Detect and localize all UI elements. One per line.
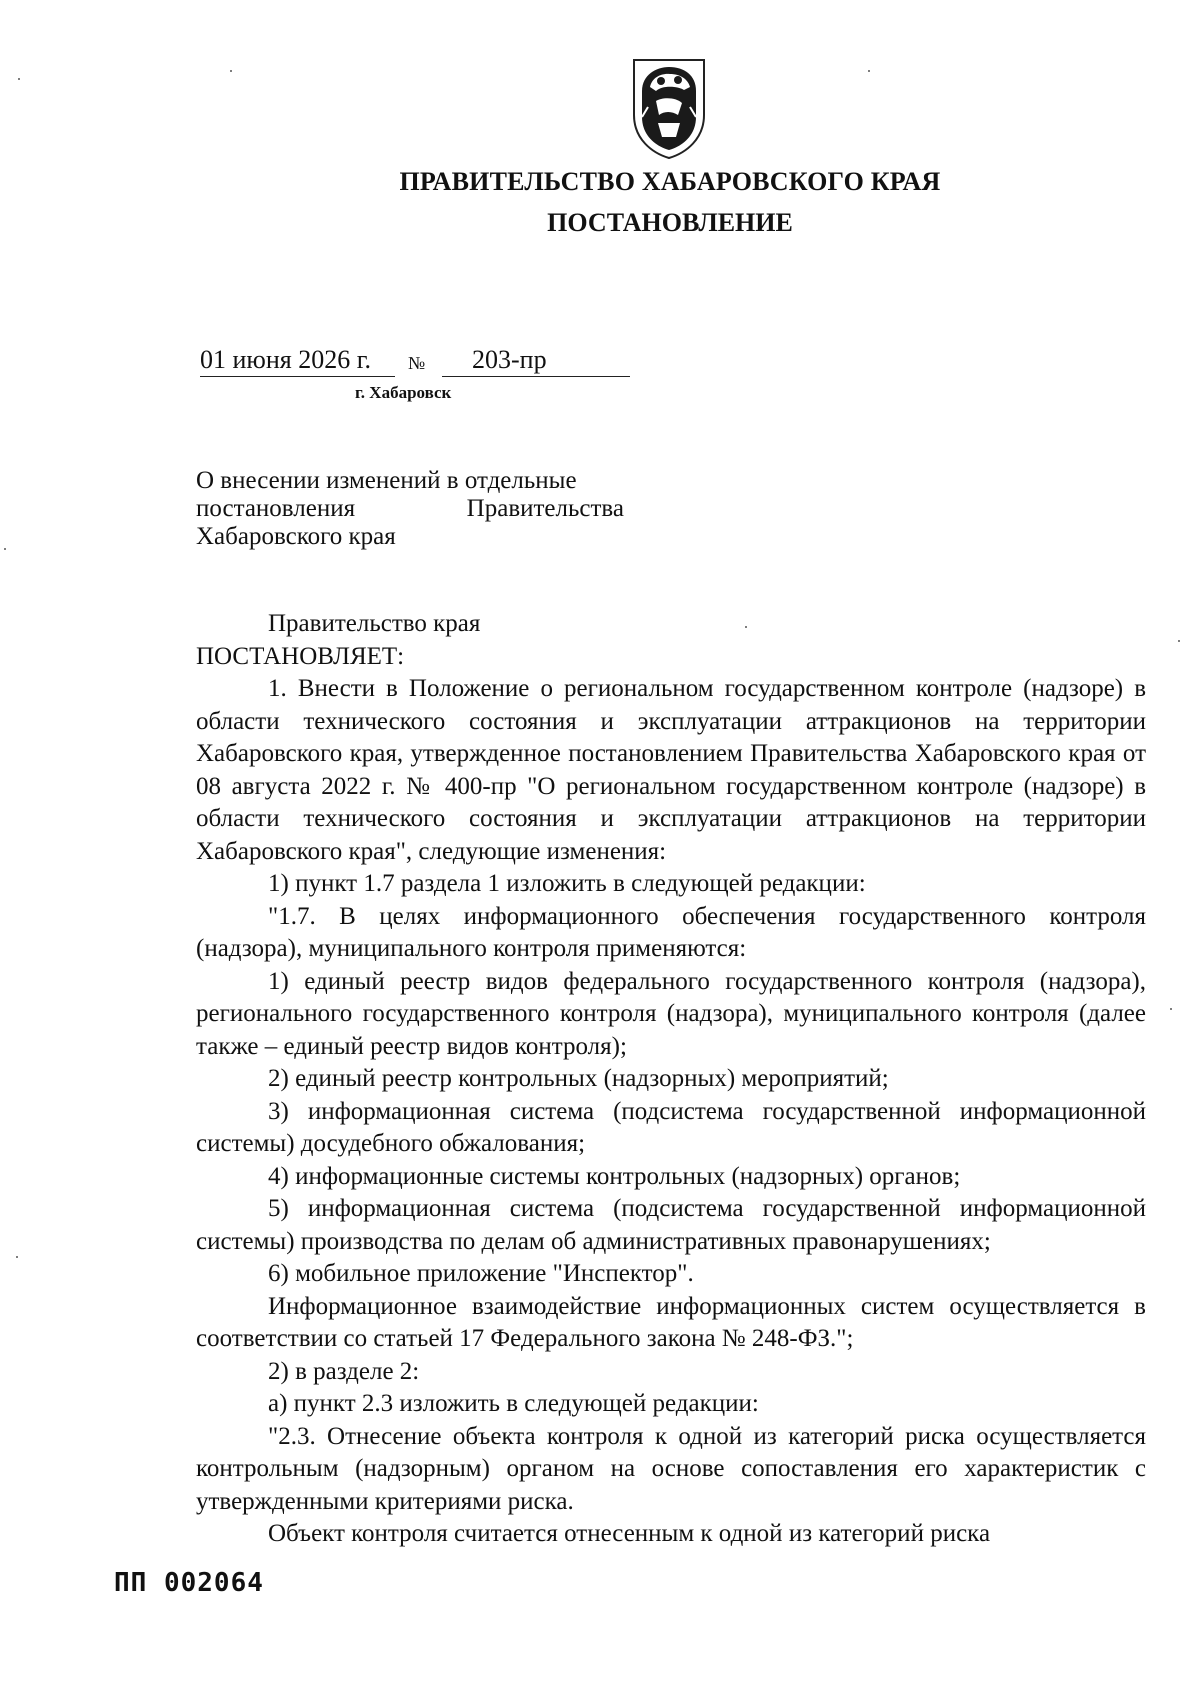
body-paragraph: 1) единый реестр видов федерального государственного контроля (надзора), регионального государственного контроля (надзора), муниципального контроля (далее также – единый реестр видов контроля); bbox=[196, 967, 1146, 1060]
body-paragraph: 6) мобильное приложение "Инспектор". bbox=[268, 1260, 694, 1287]
scan-speck bbox=[4, 548, 6, 550]
body-paragraph: 2) единый реестр контрольных (надзорных) мероприятий; bbox=[268, 1065, 889, 1092]
body-paragraph: 4) информационные системы контрольных (надзорных) органов; bbox=[268, 1162, 961, 1190]
body-paragraph: 2) в разделе 2: bbox=[268, 1357, 420, 1385]
organization-title: ПРАВИТЕЛЬСТВО ХАБАРОВСКОГО КРАЯ bbox=[399, 167, 941, 196]
subject-line: Хабаровского края bbox=[196, 523, 396, 550]
body-paragraph: Информационное взаимодействие информационных систем осуществляется в соответствии со статьей 17 Федерального закона № 248-ФЗ."; bbox=[196, 1292, 1146, 1352]
subject-word: постановления bbox=[196, 495, 356, 522]
scan-speck bbox=[1170, 1008, 1172, 1010]
document-city: г. Хабаровск bbox=[355, 383, 452, 402]
form-code: ПП 002064 bbox=[114, 1568, 264, 1598]
date-underline bbox=[200, 376, 395, 377]
document-subject bbox=[196, 467, 624, 551]
body-paragraph: Объект контроля считается отнесенным к одной из категорий риска bbox=[268, 1520, 991, 1547]
scan-speck bbox=[1178, 640, 1180, 642]
subject-line: О внесении изменений в отдельные bbox=[196, 467, 577, 494]
subject-word: Правительства bbox=[466, 495, 624, 522]
scan-speck bbox=[16, 1256, 18, 1258]
body-paragraph: 3) информационная система (подсистема государственной информационной системы) досудебного обжалования; bbox=[196, 1097, 1146, 1157]
scan-speck bbox=[868, 70, 870, 72]
body-paragraph: а) пункт 2.3 изложить в следующей редакции: bbox=[268, 1390, 759, 1417]
resolves-heading: ПОСТАНОВЛЯЕТ: bbox=[196, 642, 405, 670]
body-paragraph: 1. Внести в Положение о региональном государственном контроле (надзоре) в области технического состояния и эксплуатации аттракционов на территории Хабаровского края, утвержденное постановлением Правительства Хабаровского края от 08 августа 2022 г. № 400-пр "О региональном государственном контроле (надзоре) в области технического состояния и эксплуатации аттракционов на территории Хабаровского края", следующие изменения: bbox=[196, 675, 1146, 865]
scan-speck bbox=[18, 78, 20, 80]
document-date: 01 июня 2026 г. bbox=[200, 345, 371, 374]
scan-speck bbox=[745, 626, 747, 628]
body-paragraph: "1.7. В целях информационного обеспечения государственного контроля (надзора), муниципального контроля применяются: bbox=[196, 902, 1146, 962]
body-paragraph: 5) информационная система (подсистема государственной информационной системы) производства по делам об административных правонарушениях; bbox=[196, 1195, 1146, 1255]
body-paragraph: "2.3. Отнесение объекта контроля к одной из категорий риска осуществляется контрольным (надзорным) органом на основе сопоставления его характеристик с утвержденными критериями риска. bbox=[196, 1422, 1146, 1515]
number-sign: № bbox=[408, 353, 426, 373]
document-date-number-row bbox=[200, 345, 640, 379]
subject-line bbox=[196, 495, 624, 523]
number-underline bbox=[442, 376, 630, 377]
coat-of-arms-icon bbox=[628, 57, 710, 160]
body-paragraph: 1) пункт 1.7 раздела 1 изложить в следующей редакции: bbox=[268, 870, 866, 897]
scan-speck bbox=[230, 70, 232, 72]
document-body bbox=[196, 608, 1146, 1551]
document-number: 203-пр bbox=[472, 345, 547, 374]
preamble: Правительство края bbox=[268, 610, 481, 637]
document-type-title: ПОСТАНОВЛЕНИЕ bbox=[547, 208, 793, 237]
